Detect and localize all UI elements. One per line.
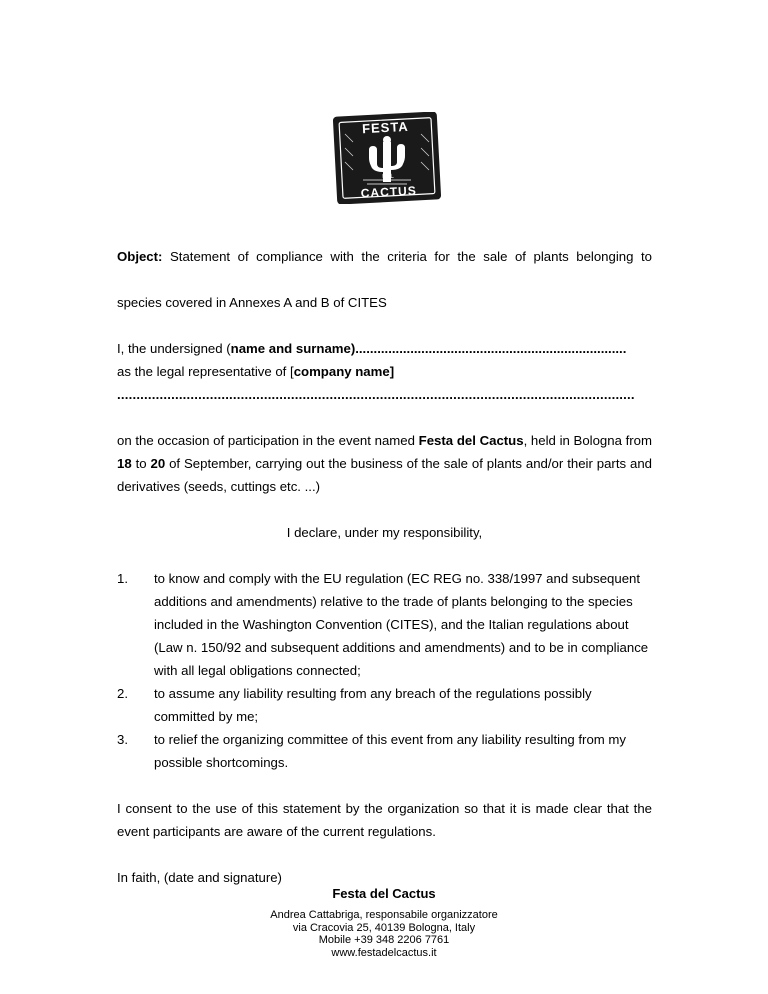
list-item: [117, 728, 652, 774]
cactus-logo-icon: [333, 112, 441, 204]
representative-prefix: as the legal representative of [: [117, 364, 294, 379]
undersigned-prefix: I, the undersigned (: [117, 341, 231, 356]
list-item-number: 3.: [117, 732, 128, 747]
company-name-label: company name]: [293, 364, 395, 379]
name-surname-blank: ..........................................................................: [355, 341, 627, 356]
letter-body: [117, 245, 652, 889]
company-name-blank: ......................................................................................................................................: [117, 387, 635, 402]
logo-bottom-text: CACTUS: [360, 183, 418, 201]
object-line-1: Statement of compliance with the criteria for the sale of plants belonging to: [162, 249, 652, 264]
occasion-text-4: of September, carrying out the business of the sale of plants and/or their parts and derivatives (seeds, cuttings etc. ...): [117, 456, 652, 494]
to-day: 20: [150, 456, 166, 471]
object-label: Object:: [117, 249, 163, 264]
signature-line: In faith, (date and signature): [117, 870, 282, 885]
consent-paragraph: I consent to the use of this statement by the organization so that it is made clear that the event participants are aware of the current regulations.: [117, 801, 652, 839]
footer-org-name: Festa del Cactus: [332, 886, 436, 901]
occasion-text-1: on the occasion of participation in the event named: [117, 433, 419, 448]
name-surname-label: name and surname): [230, 341, 356, 356]
logo-middle-text: DEL: [382, 173, 394, 181]
list-item-number: 2.: [117, 686, 128, 701]
representative-line: [117, 360, 652, 383]
event-name: Festa del Cactus: [418, 433, 524, 448]
list-item: [117, 567, 652, 682]
logo-top-text: FESTA: [361, 118, 410, 137]
footer: [0, 886, 768, 959]
from-day: 18: [117, 456, 132, 471]
festa-del-cactus-logo: [333, 112, 441, 204]
occasion-paragraph: [117, 429, 652, 498]
list-item-text: to relief the organizing committee of this event from any liability resulting from my possible shortcomings.: [154, 732, 627, 770]
list-item-text: to assume any liability resulting from any breach of the regulations possibly committed by me;: [154, 686, 592, 724]
object-paragraph: [117, 245, 652, 291]
footer-website: www.festadelcactus.it: [331, 946, 437, 959]
list-item-text: to know and comply with the EU regulation (EC REG no. 338/1997 and subsequent additions and amendments) relative to the trade of plants belonging to the species included in the Washington Convention (CITES), and the Italian regulations about (Law n. 150/92 and subsequent additions and amendments) and to be in compliance with all legal obligations connected;: [154, 571, 649, 678]
footer-address: via Cracovia 25, 40139 Bologna, Italy: [292, 921, 476, 934]
declaration-list: [117, 567, 652, 774]
undersigned-line: [117, 337, 652, 360]
footer-phone: Mobile +39 348 2206 7761: [318, 934, 450, 946]
occasion-text-2: , held in Bologna from: [523, 433, 653, 448]
occasion-text-3: to: [131, 456, 151, 471]
list-item: [117, 682, 652, 728]
list-item-number: 1.: [117, 571, 128, 586]
object-line-2: species covered in Annexes A and B of CITES: [117, 295, 387, 310]
footer-contact-person: Andrea Cattabriga, responsabile organizzatore: [270, 909, 498, 921]
declaration-heading: I declare, under my responsibility,: [286, 525, 483, 540]
